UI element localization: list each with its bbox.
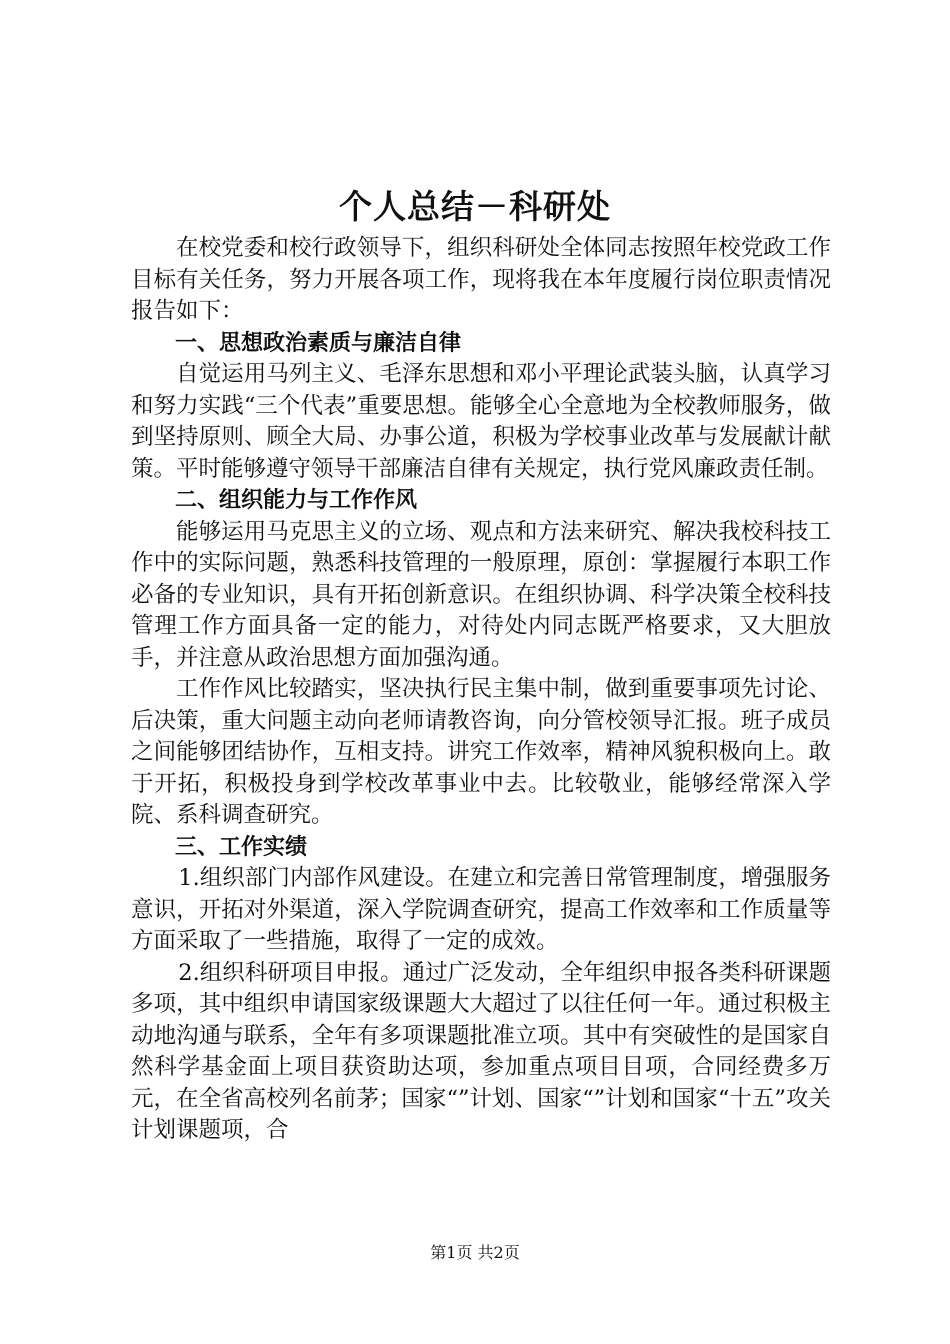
section-heading-ideology: 一、思想政治素质与廉洁自律 [175, 330, 462, 356]
paragraph-ideology: 自觉运用马列主义、毛泽东思想和邓小平理论武装头脑，认真学习和努力实践“三个代表”重要思想。能够全心全意地为全校教师服务，做到坚持原则、顾全大局、办事公道，积极为学校事业改革与发展献计献策。平时能够遵守领导干部廉洁自律有关规定，执行党风廉政责任制。 [131, 361, 831, 482]
page-footer: 第1页 共2页 [430, 1243, 520, 1262]
paragraph-organization-1: 能够运用马克思主义的立场、观点和方法来研究、解决我校科技工作中的实际问题，熟悉科技管理的一般原理，原创：掌握履行本职工作必备的专业知识，具有开拓创新意识。在组织协调、科学决策全校科技管理工作方面具备一定的能力，对待处内同志既严格要求，又大胆放手，并注意从政治思想方面加强沟通。 [131, 518, 831, 671]
document-title: 个人总结－科研处 [339, 187, 611, 226]
list-item: 1.组织部门内部作风建设。在建立和完善日常管理制度，增强服务意识，开拓对外渠道，深入学院调查研究，提高工作效率和工作质量等方面采取了一些措施，取得了一定的成效。 [131, 865, 831, 954]
paragraph-organization-2: 工作作风比较踏实，坚决执行民主集中制，做到重要事项先讨论、后决策，重大问题主动向老师请教咨询，向分管校领导汇报。班子成员之间能够团结协作，互相支持。讲究工作效率，精神风貌积极向上。敢于开拓，积极投身到学校改革事业中去。比较敬业，能够经常深入学院、系科调查研究。 [131, 676, 831, 828]
list-item: 2.组织科研项目申报。通过广泛发动，全年组织申报各类科研课题多项，其中组织申请国家级课题大大超过了以往任何一年。通过积极主动地沟通与联系，全年有多项课题批准立项。其中有突破性的是国家自然科学基金面上项目获资助达项，参加重点项目目项，合同经费多万元，在全省高校列名前茅；国家“”计划、国家“”计划和国家“十五”攻关计划课题项，合 [131, 959, 831, 1143]
section-heading-organization: 二、组织能力与工作作风 [175, 488, 418, 513]
section-heading-achievements: 三、工作实绩 [175, 834, 308, 860]
document-body [131, 233, 831, 1147]
intro-paragraph: 在校党委和校行政领导下，组织科研处全体同志按照年校党政工作目标有关任务，努力开展各项工作，现将我在本年度履行岗位职责情况报告如下： [131, 235, 831, 324]
